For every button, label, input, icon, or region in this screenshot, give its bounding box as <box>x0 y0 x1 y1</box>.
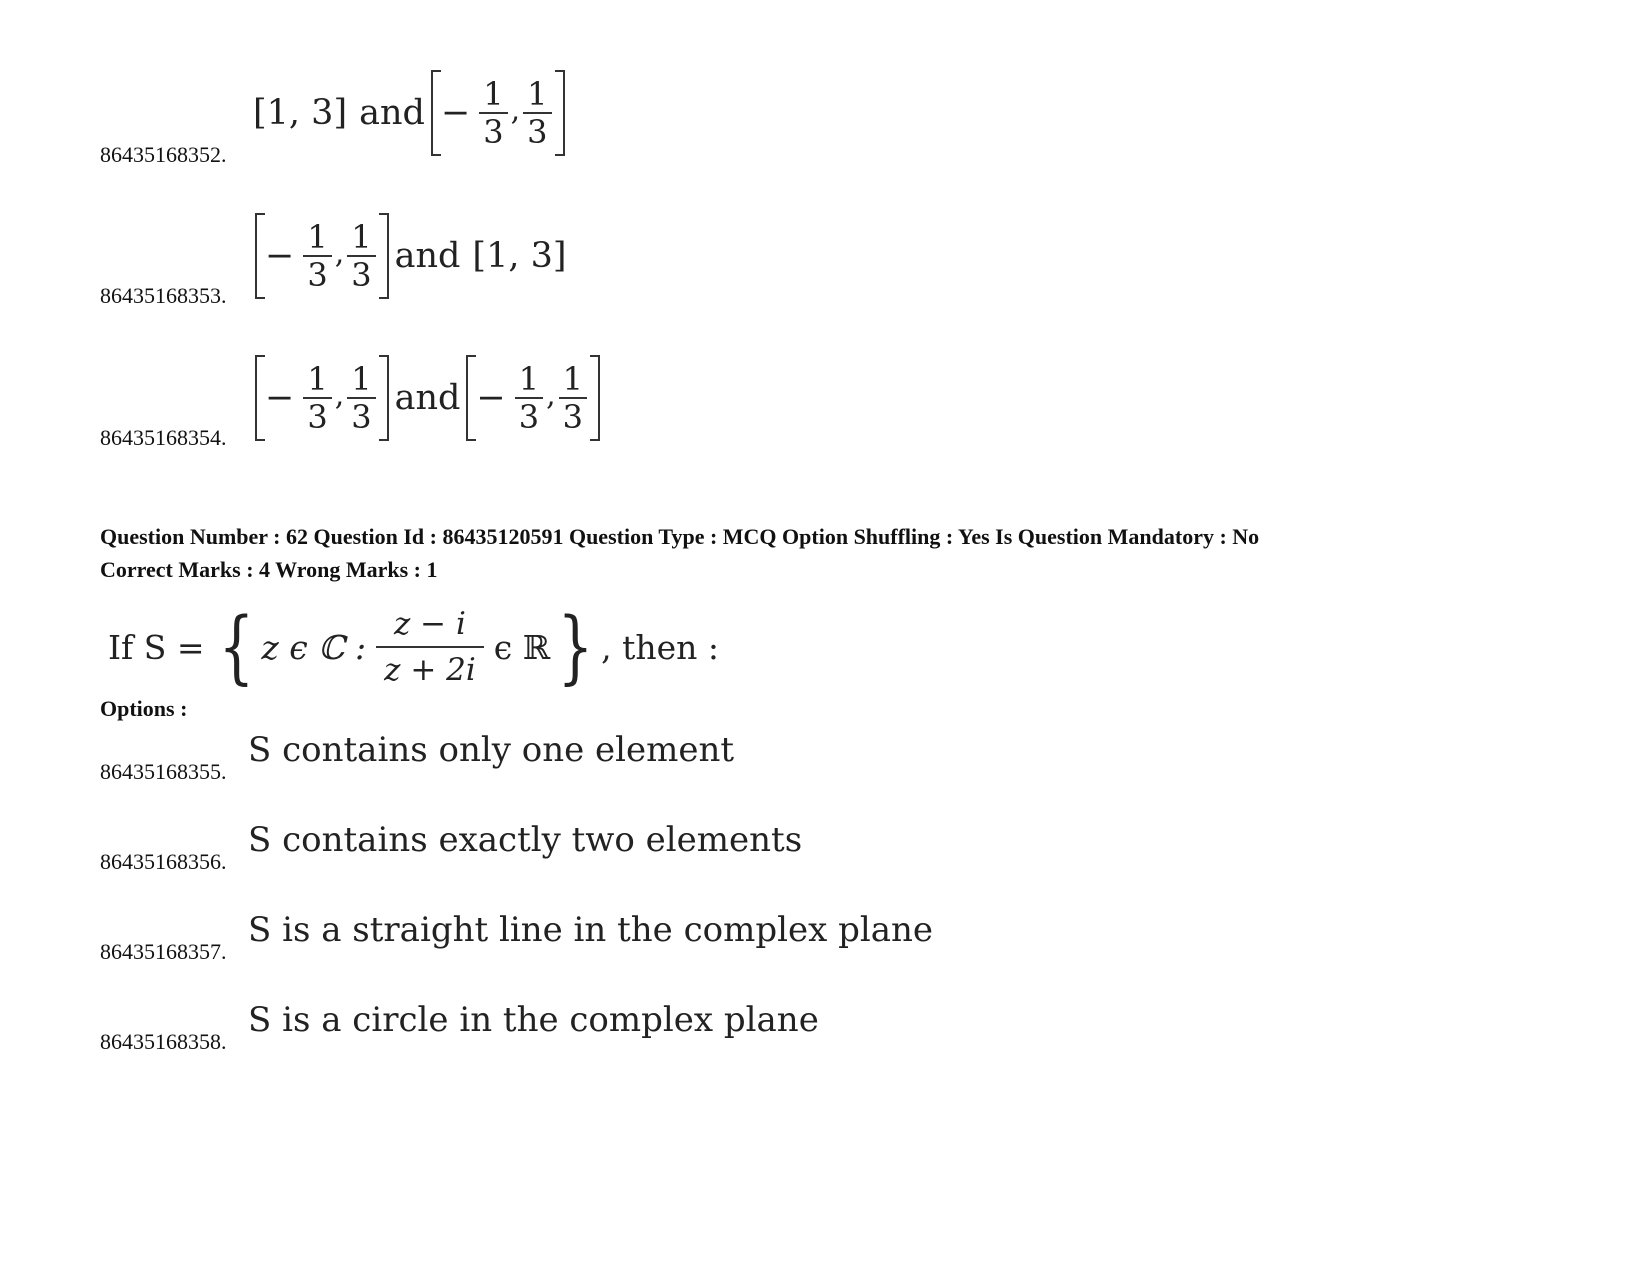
option-id: 86435168353. <box>100 283 227 308</box>
set-lhs: z ϵ ℂ : <box>261 627 367 667</box>
option-id: 86435168354. <box>100 425 227 450</box>
option-text: S contains only one element <box>248 730 735 770</box>
option-math: − $\frac{1}{3}$ , $\frac{1}{3}$ and [1, 3] <box>255 213 573 299</box>
fraction: $\frac{1}{3}$ <box>559 363 587 433</box>
option-id: 86435168356. <box>100 849 227 874</box>
option-id: 86435168358. <box>100 1029 227 1054</box>
option-id: 86435168355. <box>100 759 227 784</box>
option-math: − $\frac{1}{3}$ , $\frac{1}{3}$ and − $\frac{1}{3}$ , $\frac{1}{3}$ <box>255 355 600 441</box>
right-brace: } <box>557 600 594 693</box>
fraction: $\frac{1}{3}$ <box>347 363 375 433</box>
fraction: $\frac{1}{3}$ <box>515 363 543 433</box>
interval-bracket: − $\frac{1}{3}$ , $\frac{1}{3}$ <box>255 355 389 441</box>
question-stem <box>108 602 719 692</box>
option-text: S is a circle in the complex plane <box>248 1000 819 1040</box>
interval-bracket: − $\frac{1}{3}$ , $\frac{1}{3}$ <box>466 355 600 441</box>
question-header: Question Number : 62 Question Id : 86435120591 Question Type : MCQ Option Shuffling : Yes Is Question Mandatory : No <box>100 524 1260 549</box>
fraction: $\frac{1}{3}$ <box>479 78 507 148</box>
fraction: $\frac{1}{3}$ <box>303 221 331 291</box>
stem-prefix: If S = <box>108 627 205 667</box>
option-text: S contains exactly two elements <box>248 820 803 860</box>
option-math: [1, 3] and − $\frac{1}{3}$ , $\frac{1}{3}$ <box>247 70 565 156</box>
stem-suffix: , then : <box>601 627 719 667</box>
option-id: 86435168352. <box>100 142 227 167</box>
set-rhs: ϵ ℝ <box>493 627 551 667</box>
interval-bracket: − $\frac{1}{3}$ , $\frac{1}{3}$ <box>255 213 389 299</box>
stem-fraction: $\frac{z - i}{z + 2i}$ <box>376 606 484 688</box>
option-text: S is a straight line in the complex plane <box>248 910 934 950</box>
fraction: $\frac{1}{3}$ <box>347 221 375 291</box>
question-marks: Correct Marks : 4 Wrong Marks : 1 <box>100 557 438 582</box>
fraction: $\frac{1}{3}$ <box>523 78 551 148</box>
option-id: 86435168357. <box>100 939 227 964</box>
fraction: $\frac{1}{3}$ <box>303 363 331 433</box>
interval-bracket: − $\frac{1}{3}$ , $\frac{1}{3}$ <box>431 70 565 156</box>
left-brace: { <box>218 600 254 693</box>
options-label: Options : <box>100 696 188 721</box>
